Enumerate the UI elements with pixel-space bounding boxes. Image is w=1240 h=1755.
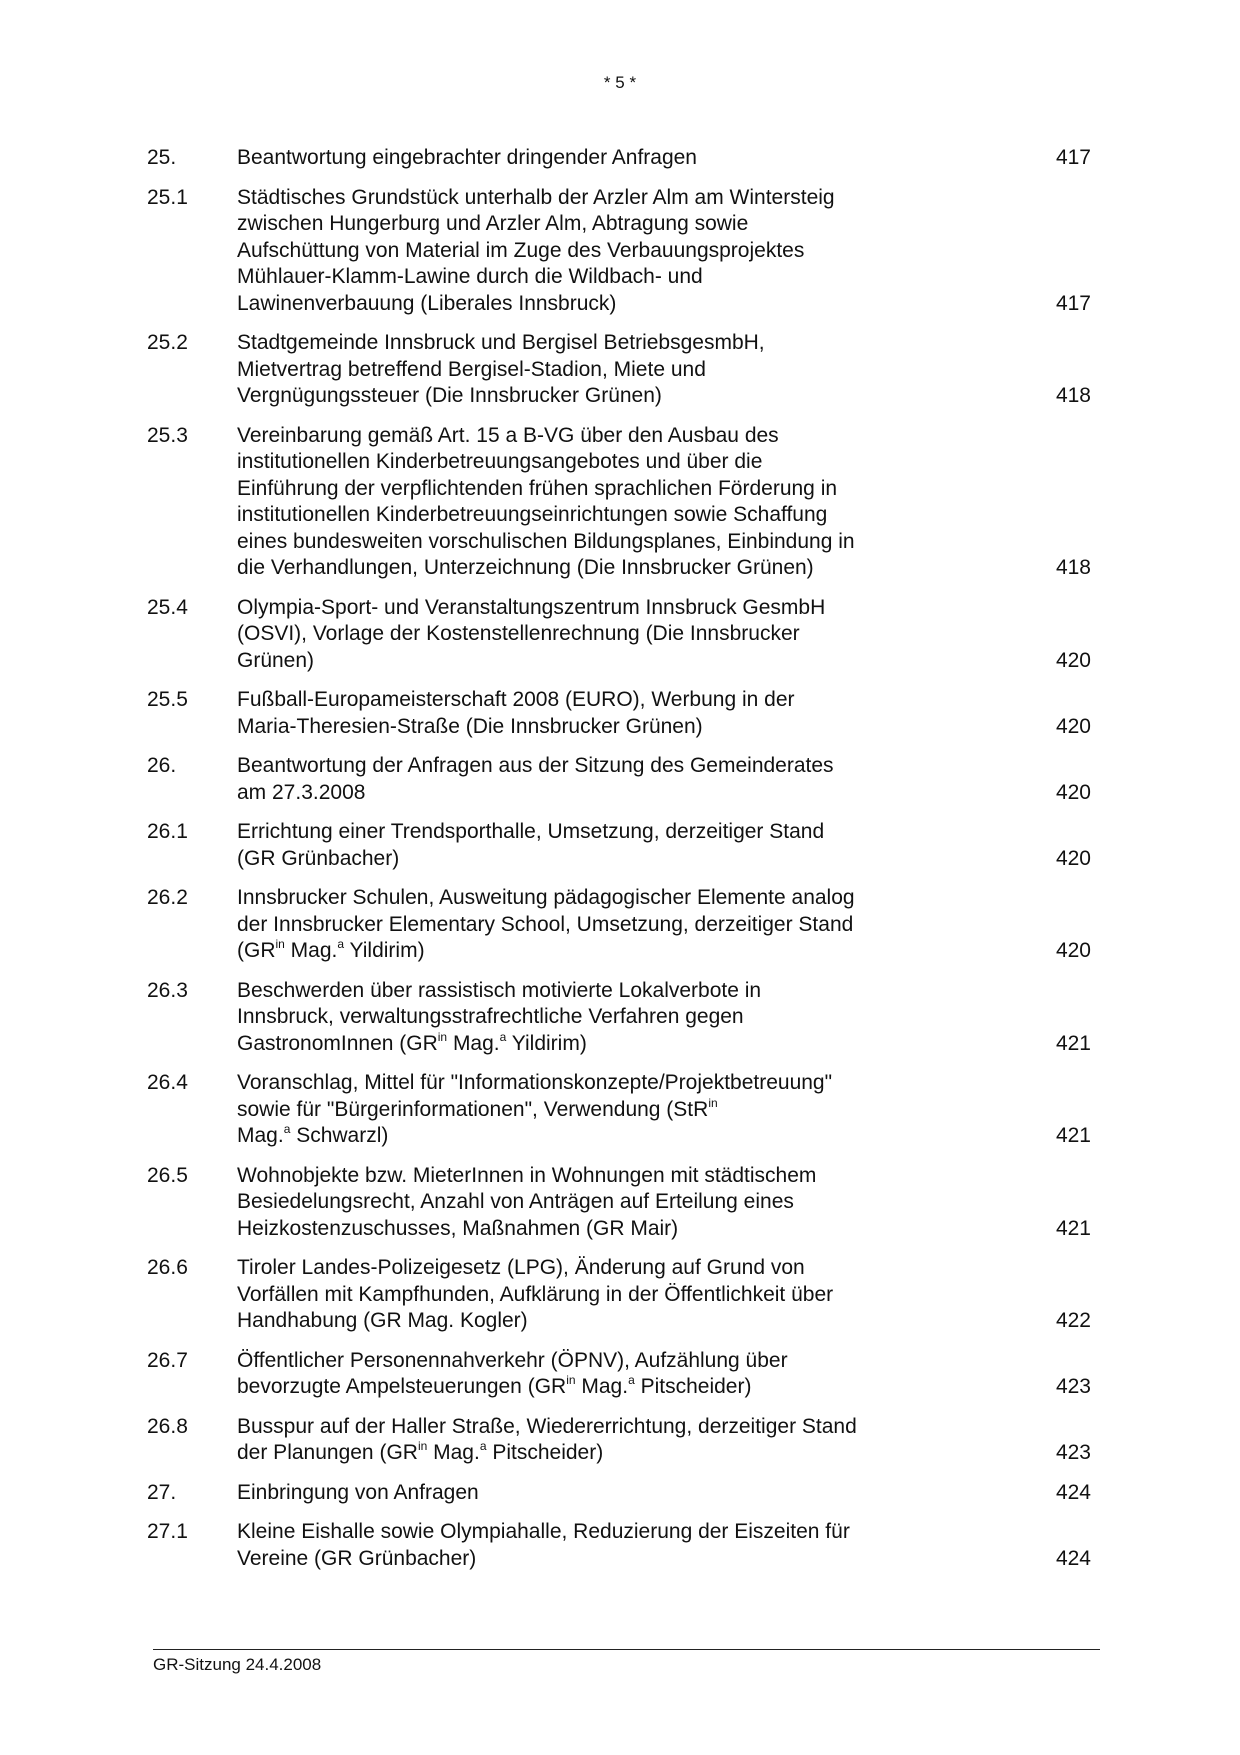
toc-entry-title [237,1480,939,1507]
toc-entry-number: 27.1 [147,1520,188,1543]
toc-entry-number: 25.4 [147,595,188,619]
toc-entry-title-line: Innsbrucker Schulen, Ausweitung pädagogischer Elemente analog [237,886,855,909]
toc-entry-title [237,1070,939,1150]
toc-entry-number: 26.8 [147,1414,188,1438]
toc-entry-number: 26.7 [147,1348,188,1372]
toc-entry-title-line: der Planungen ($GR^{in}$ Mag.$^a$ Pitscheider) [237,1439,604,1464]
toc-entry-number: 26.3 [147,978,188,1002]
toc-entry-title-line: Olympia-Sport- und Veranstaltungszentrum Innsbruck GesmbH [237,595,826,619]
toc-entry-title-line: Heizkostenzuschusses, Maßnahmen (GR Mair) [237,1216,679,1240]
toc-entry [147,1480,1097,1507]
toc-entry-title [237,1255,939,1335]
toc-entry [147,1070,1097,1150]
toc-entry [147,978,1097,1058]
toc-entry-number: 25.5 [147,688,188,711]
toc-entry-title-line: Stadtgemeinde Innsbruck und Bergisel BetriebsgesmbH, [237,331,765,354]
toc-entry-title-line: Mag.$^a$ Schwarzl) [237,1122,389,1147]
toc-entry [147,1348,1097,1401]
toc-entry [147,1414,1097,1467]
toc-entry-title-line: Öffentlicher Personennahverkehr (ÖPNV), Aufzählung über [237,1348,788,1372]
toc-entry-title [237,185,939,318]
toc-entry-page: 421 [1055,1124,1091,1147]
toc-entry-number: 25.1 [147,185,188,209]
toc-entry-number: 26.1 [147,820,188,843]
toc-entry-title [237,978,939,1058]
toc-entry-page: 424 [1055,1480,1091,1504]
footer-divider [153,1649,1100,1650]
toc-entry-title [237,687,939,740]
toc-entry-number: 26.5 [147,1163,188,1187]
toc-entry-title-line: Tiroler Landes-Polizeigesetz (LPG), Änderung auf Grund von [237,1256,805,1279]
toc-entry-title [237,423,939,582]
toc-entry-number: 26.4 [147,1071,188,1094]
toc-entry-title-line: Voranschlag, Mittel für "Informationskonzepte/Projektbetreuung" [237,1071,833,1094]
toc-entry-title-line: Einführung der verpflichtenden frühen sprachlichen Förderung in [237,476,838,500]
toc-entry [147,1255,1097,1335]
toc-entry-title-line: zwischen Hungerburg und Arzler Alm, Abtragung sowie [237,212,749,235]
toc-entry-title-line: bevorzugte Ampelsteuerungen ($GR^{in}$ Mag.$^a$ Pitscheider) [237,1373,752,1398]
toc-entry-title-line: Städtisches Grundstück unterhalb der Arzler Alm am Wintersteig [237,185,835,209]
toc-entry-title-line: Innsbruck, verwaltungsstrafrechtliche Verfahren gegen [237,1005,744,1028]
toc-entry-title-line: eines bundesweiten vorschulischen Bildungsplanes, Einbindung in [237,529,855,553]
toc-entry-number: 26.2 [147,886,188,909]
toc-entry [147,1519,1097,1572]
toc-entry-title-line: Fußball-Europameisterschaft 2008 (EURO), Werbung in der [237,688,795,711]
footer-session-date: GR-Sitzung 24.4.2008 [153,1655,322,1674]
toc-entry-title-line: am 27.3.2008 [237,780,366,804]
toc-entry-number: 26. [147,754,177,777]
toc-entry-page: 420 [1055,714,1091,738]
toc-entry-title-line: Kleine Eishalle sowie Olympiahalle, Reduzierung der Eiszeiten für [237,1520,850,1543]
toc-entry-title-line: ($GR^{in}$ Mag.$^a$ Yildirim) [237,937,425,962]
toc-entry-title-line: Busspur auf der Haller Straße, Wiedererrichtung, derzeitiger Stand [237,1414,857,1438]
toc-entry [147,687,1097,740]
toc-entry [147,753,1097,806]
toc-entry-title-line: Einbringung von Anfragen [237,1480,479,1504]
toc-entry-page: 421 [1055,1216,1091,1240]
toc-entry-title-line: Vorfällen mit Kampfhunden, Aufklärung in der Öffentlichkeit über [237,1282,834,1306]
toc-entry-title-line: Lawinenverbauung (Liberales Innsbruck) [237,291,617,315]
toc-entry-title-line: Maria-Theresien-Straße (Die Innsbrucker Grünen) [237,714,703,738]
toc-entry-title-line: Vereinbarung gemäß Art. 15 a B-VG über den Ausbau des [237,423,779,447]
toc-entry-page: 420 [1055,939,1091,962]
toc-entry-title-line: der Innsbrucker Elementary School, Umsetzung, derzeitiger Stand [237,912,854,936]
toc-entry-number: 25. [147,146,177,169]
toc-entry-title-line: Vergnügungssteuer (Die Innsbrucker Grünen) [237,384,662,407]
toc-entry-title [237,885,939,965]
toc-entry-title-line: institutionellen Kinderbetreuungseinrichtungen sowie Schaffung [237,503,828,526]
toc-entry-number: 25.3 [147,423,188,447]
toc-entry-page: 420 [1055,648,1091,672]
toc-entry-title-line: Aufschüttung von Material im Zuge des Verbauungsprojektes [237,238,805,262]
toc-entry-title-line: Vereine (GR Grünbacher) [237,1546,477,1570]
toc-entry-title-line: Grünen) [237,648,315,672]
toc-entry-page: 420 [1055,780,1091,804]
toc-entry-page: 421 [1055,1031,1091,1055]
toc-entry-title [237,1163,939,1243]
toc-entry-page: 423 [1055,1375,1091,1398]
toc-entry-page: 417 [1055,146,1091,169]
toc-entry-page: 417 [1055,291,1091,315]
toc-entry-title-line: Errichtung einer Trendsporthalle, Umsetzung, derzeitiger Stand [237,820,825,843]
toc-entry-title-line: Mühlauer-Klamm-Lawine durch die Wildbach- und [237,265,703,288]
toc-entry-title [237,1414,939,1467]
toc-entry-title-line: GastronomInnen ($GR^{in}$ Mag.$^a$ Yildirim) [237,1029,587,1055]
toc-entry [147,595,1097,675]
toc-entry-page: 422 [1055,1309,1091,1332]
toc-entry-title-line: Beantwortung der Anfragen aus der Sitzung des Gemeinderates [237,754,834,777]
table-of-contents [147,145,1097,1585]
toc-entry-number: 25.2 [147,331,188,354]
toc-entry-title [237,753,939,806]
toc-entry-title-line: die Verhandlungen, Unterzeichnung (Die Innsbrucker Grünen) [237,556,814,579]
toc-entry-title-line: Wohnobjekte bzw. MieterInnen in Wohnungen mit städtischem [237,1163,817,1187]
toc-entry-title [237,145,939,172]
toc-entry-title-line: Mietvertrag betreffend Bergisel-Stadion, Miete und [237,357,706,381]
toc-entry-page: 424 [1055,1546,1091,1570]
toc-entry-page: 418 [1055,556,1091,579]
toc-entry-title-line: sowie für "Bürgerinformationen", Verwendung (StR$^{in}$ [237,1095,718,1121]
toc-entry-page: 418 [1055,384,1091,407]
toc-entry-title [237,1519,939,1572]
toc-entry-title-line: Beantwortung eingebrachter dringender Anfragen [237,146,697,169]
toc-entry-title-line: institutionellen Kinderbetreuungsangebotes und über die [237,450,763,473]
page-number: * 5 * [603,73,637,92]
toc-entry [147,1163,1097,1243]
toc-entry-title-line: (GR Grünbacher) [237,846,400,870]
toc-entry [147,885,1097,965]
toc-entry [147,330,1097,410]
toc-entry [147,145,1097,172]
toc-entry-title-line: Beschwerden über rassistisch motivierte Lokalverbote in [237,978,762,1002]
toc-entry [147,185,1097,318]
toc-entry-number: 26.6 [147,1256,188,1279]
toc-entry-title [237,1348,939,1401]
toc-entry-title [237,819,939,872]
toc-entry-title [237,595,939,675]
toc-entry [147,819,1097,872]
toc-entry [147,423,1097,582]
toc-entry-number: 27. [147,1480,177,1504]
toc-entry-page: 420 [1055,846,1091,870]
toc-entry-title-line: (OSVI), Vorlage der Kostenstellenrechnung (Die Innsbrucker [237,622,800,645]
toc-entry-title-line: Besiedelungsrecht, Anzahl von Anträgen auf Erteilung eines [237,1190,794,1213]
toc-entry-page: 423 [1055,1441,1091,1464]
toc-entry-title [237,330,939,410]
toc-entry-title-line: Handhabung (GR Mag. Kogler) [237,1309,528,1332]
